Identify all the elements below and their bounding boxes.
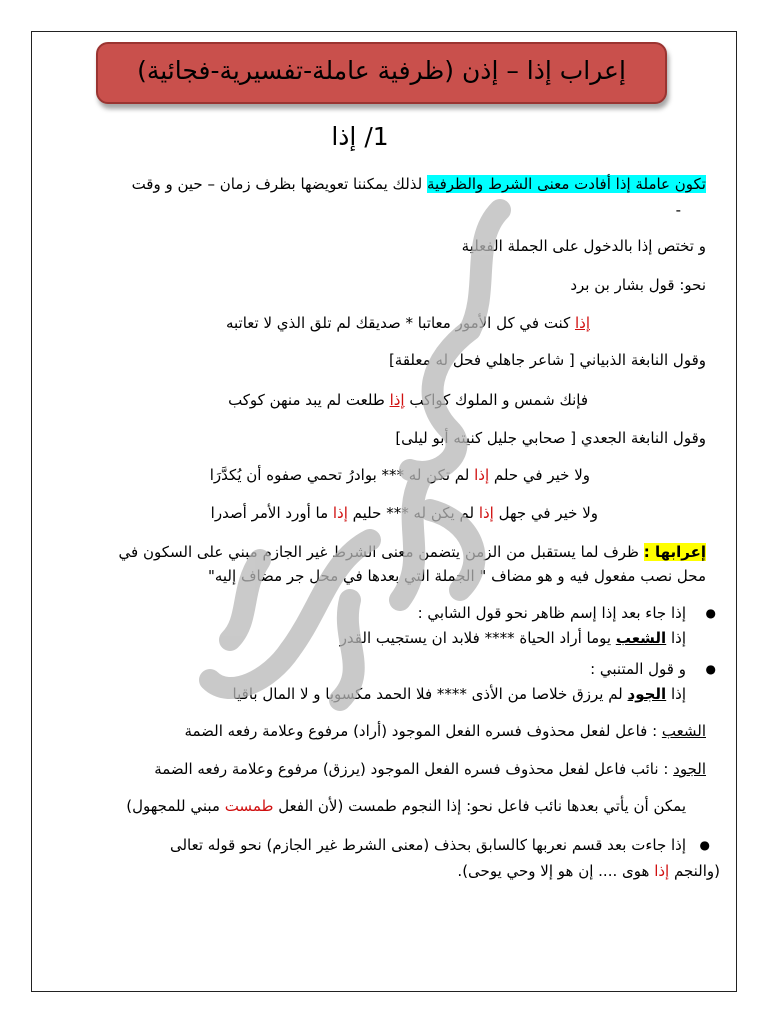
text-span: يمكن أن يأتي بعدها نائب فاعل نحو: إذا النجوم طمست (لأن الفعل bbox=[273, 797, 686, 815]
verse-line bbox=[340, 628, 686, 648]
example-intro: وقول النابغة الذبياني [ شاعر جاهلي فحل له معلقة] bbox=[388, 351, 706, 369]
example-intro: نحو: قول بشار بن برد bbox=[570, 276, 706, 294]
text-span: طلعت لم يبد منهن كوكب bbox=[228, 391, 390, 409]
paragraph-usage: و تختص إذا بالدخول على الجملة الفعلية bbox=[461, 237, 706, 255]
text-span: ولا خير في جهل bbox=[493, 504, 598, 522]
parsing-line bbox=[184, 721, 706, 741]
keyword-subject: الجود bbox=[673, 760, 706, 778]
keyword-idha: إذا bbox=[654, 862, 670, 880]
keyword-idha: إذا bbox=[389, 391, 405, 409]
text-span: ظرف لما يستقبل من الزمن يتضمن معنى الشرط غير الجازم مبني على السكون في bbox=[118, 543, 644, 561]
text-span: يوما أراد الحياة **** فلابد ان يستجيب القدر bbox=[339, 629, 616, 647]
bullet-icon: ● bbox=[705, 662, 716, 676]
text-span: ولا خير في حلم bbox=[489, 466, 590, 484]
verse-line bbox=[210, 465, 590, 485]
text-dash: - bbox=[675, 201, 681, 219]
bullet-icon: ● bbox=[699, 838, 710, 852]
verse-line bbox=[211, 503, 598, 523]
parsing-line bbox=[154, 759, 706, 779]
bullet-item: إذا جاء بعد إذا إسم ظاهر نحو قول الشابي : bbox=[417, 604, 686, 622]
paragraph-definition bbox=[132, 174, 706, 194]
text-span: إذا bbox=[666, 685, 686, 703]
parsing-label: إعرابها : bbox=[643, 543, 706, 561]
text-span: لم يكن له *** حليم bbox=[347, 504, 479, 522]
keyword-idha: إذا bbox=[478, 504, 494, 522]
text-span: (والنجم bbox=[669, 862, 720, 880]
example-intro: وقول النابغة الجعدي [ صحابي جليل كنيته أبو ليلى] bbox=[395, 429, 706, 447]
text-span: لذلك يمكننا تعويضها بظرف زمان – حين و وقت bbox=[131, 175, 427, 193]
text-span: هوى .... إن هو إلا وحي يوحى). bbox=[457, 862, 655, 880]
title-banner bbox=[96, 42, 667, 104]
text-span: فإنك شمس و الملوك كواكب bbox=[404, 391, 588, 409]
page-title: إعراب إذا – إذن (ظرفية عاملة-تفسيرية-فجائية) bbox=[137, 56, 626, 85]
text-span: : فاعل لفعل محذوف فسره الفعل الموجود (أراد) مرفوع وعلامة رفعه الضمة bbox=[184, 722, 662, 740]
bullet-item: إذا جاءت بعد قسم نعربها كالسابق بحذف (معنى الشرط غير الجازم) نحو قوله تعالى bbox=[169, 836, 686, 854]
keyword-subject: الجود bbox=[627, 685, 667, 703]
text-span: كنت في كل الأمور معاتبا * صديقك لم تلق الذي لا تعاتبه bbox=[225, 314, 575, 332]
keyword-verb: طمست bbox=[224, 797, 274, 815]
text-span: إذا bbox=[666, 629, 686, 647]
text-span: لم يرزق خلاصا من الأذى **** فلا الحمد مكسوبا و لا المال باقيا bbox=[232, 685, 628, 703]
parsing-paragraph-cont: محل نصب مفعول فيه و هو مضاف " الجملة التي بعدها في محل جر مضاف إليه" bbox=[207, 567, 706, 585]
verse-line bbox=[226, 313, 590, 333]
quran-verse bbox=[457, 861, 720, 881]
keyword-subject: الشعب bbox=[615, 629, 667, 647]
note-line bbox=[126, 796, 686, 816]
text-span: ما أورد الأمر أصدرا bbox=[210, 504, 333, 522]
keyword-idha: إذا bbox=[574, 314, 590, 332]
verse-line bbox=[228, 390, 588, 410]
bullet-item: و قول المتنبي : bbox=[590, 660, 686, 678]
keyword-idha: إذا bbox=[474, 466, 490, 484]
keyword-subject: الشعب bbox=[661, 722, 706, 740]
section-heading: 1/ إذا bbox=[331, 122, 389, 151]
bullet-icon: ● bbox=[705, 606, 716, 620]
text-span: : نائب فاعل لفعل محذوف فسره الفعل الموجود (يرزق) مرفوع وعلامة رفعه الضمة bbox=[154, 760, 674, 778]
text-span: مبني للمجهول) bbox=[126, 797, 225, 815]
highlighted-text: تكون عاملة إذا أفادت معنى الشرط والظرفية bbox=[427, 175, 706, 193]
keyword-idha: إذا bbox=[332, 504, 348, 522]
verse-line bbox=[233, 684, 686, 704]
parsing-paragraph bbox=[119, 542, 706, 562]
text-span: لم تكن له *** بوادرُ تحمي صفوه أن يُكدَّرَا bbox=[209, 466, 475, 484]
